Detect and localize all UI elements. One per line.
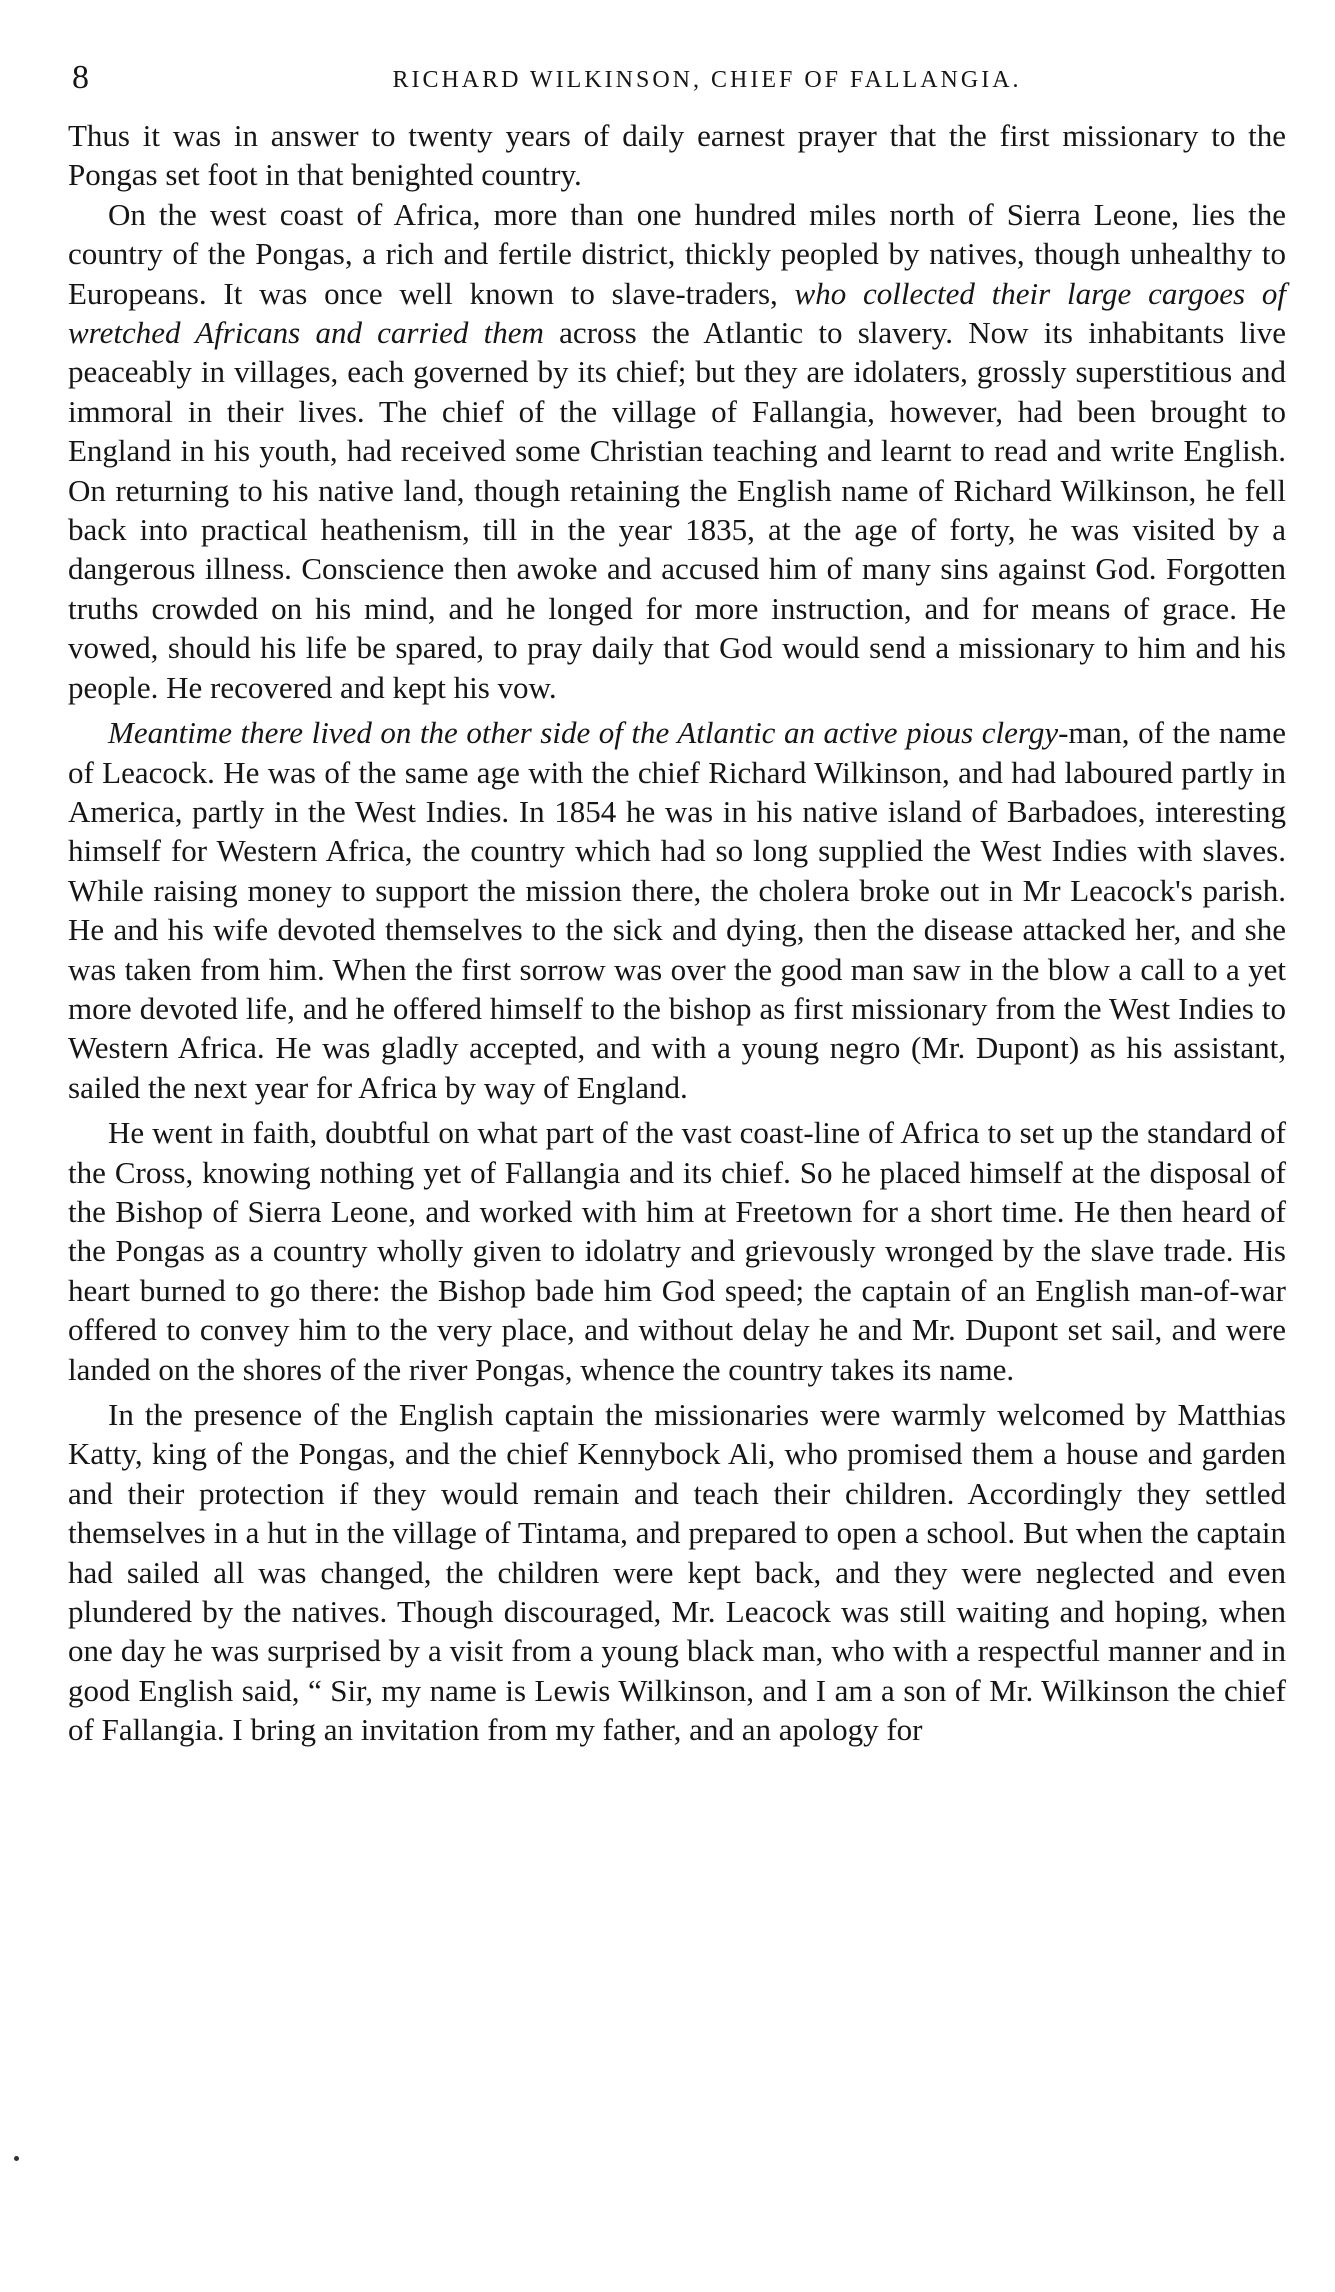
paragraph-3-text: man, of the name of Leacock. He was of the same age with the chief Richard Wilkinson, and had laboured partly in America, partly in the West Indies. In 1854 he was in his native island of Barbadoes, interesting himself for Western Africa, the country which had so long supplied the West Indies with slaves. While raising money to support the mission there, the cholera broke out in Mr Leacock's parish. He and his wife devoted themselves to the sick and dying, then the disease attacked her, and she was taken from him. When the first sorrow was over the good man saw in the blow a call to a yet more devoted life, and he offered himself to the bishop as first missionary from the West Indies to Western Africa. He was gladly accepted, and with a young negro (Mr. Dupont) as his assistant, sailed the next year for Africa by way of England. (68, 715, 1286, 1105)
paragraph-4 (68, 1113, 1286, 1389)
paragraph-1 (68, 116, 1286, 195)
paragraph-3 (68, 713, 1286, 1107)
paragraph-2-text-b: across the Atlantic to slavery. Now its inhabitants live peaceably in villages, each governed by its chief; but they are idolaters, grossly superstitious and immoral in their lives. The chief of the village of Fallangia, however, had been brought to England in his youth, had received some Christian teaching and learnt to read and write English. On returning to his native land, though retaining the English name of Richard Wilkinson, he fell back into practical heathenism, till in the year 1835, at the age of forty, he was visited by a dangerous illness. Conscience then awoke and accused him of many sins against God. Forgotten truths crowded on his mind, and he longed for more instruction, and for means of grace. He vowed, should his life be spared, to pray daily that God would send a missionary to him and his people. He recovered and kept his vow. (68, 315, 1286, 705)
paragraph-2-text-a: On the west coast of Africa, more than one hundred miles north of Sierra Leone, lies the country of the Pongas, a rich and fertile district, thickly peopled by natives, though unhealthy to Europeans. It was once well known to slave-traders, (68, 196, 1286, 311)
paragraph-2 (68, 195, 1286, 707)
paragraph-2-italic: who collected their large cargoes of wretched Africans and carried them (68, 275, 1286, 351)
page-header (68, 58, 1286, 102)
margin-speck (14, 2156, 19, 2161)
paragraph-3-italic: Meantime there lived on the other side of the Atlantic an active pious clergy- (108, 715, 1069, 751)
paragraph-4-text: He went in faith, doubtful on what part of the vast coast-line of Africa to set up the standard of the Cross, knowing nothing yet of Fallangia and its chief. So he placed himself at the disposal of the Bishop of Sierra Leone, and worked with him at Freetown for a short time. He then heard of the Pongas as a country wholly given to idolatry and grievously wronged by the slave trade. His heart burned to go there: the Bishop bade him God speed; the captain of an English man-of-war offered to convey him to the very place, and without delay he and Mr. Dupont set sail, and were landed on the shores of the river Pongas, whence the country takes its name. (68, 1115, 1286, 1387)
book-page (68, 58, 1286, 1750)
paragraph-5-text: In the presence of the English captain the missionaries were warmly welcomed by Matthias Katty, king of the Pongas, and the chief Kennybock Ali, who promised them a house and garden and their protection if they would remain and teach their children. Accordingly they settled themselves in a hut in the village of Tintama, and prepared to open a school. But when the captain had sailed all was changed, the children were kept back, and they were neglected and even plundered by the natives. Though discouraged, Mr. Leacock was still waiting and hoping, when one day he was surprised by a visit from a young black man, who with a respectful manner and in good English said, “ Sir, my name is Lewis Wilkinson, and I am a son of Mr. Wilkinson the chief of Fallangia. I bring an invitation from my father, and an apology for (68, 1397, 1286, 1748)
page-number: 8 (72, 59, 89, 96)
running-head: RICHARD WILKINSON, CHIEF OF FALLANGIA. (392, 67, 1022, 93)
paragraph-1-text: Thus it was in answer to twenty years of daily earnest prayer that the first missionary to the Pongas set foot in that benighted country. (68, 118, 1286, 193)
paragraph-5 (68, 1395, 1286, 1750)
